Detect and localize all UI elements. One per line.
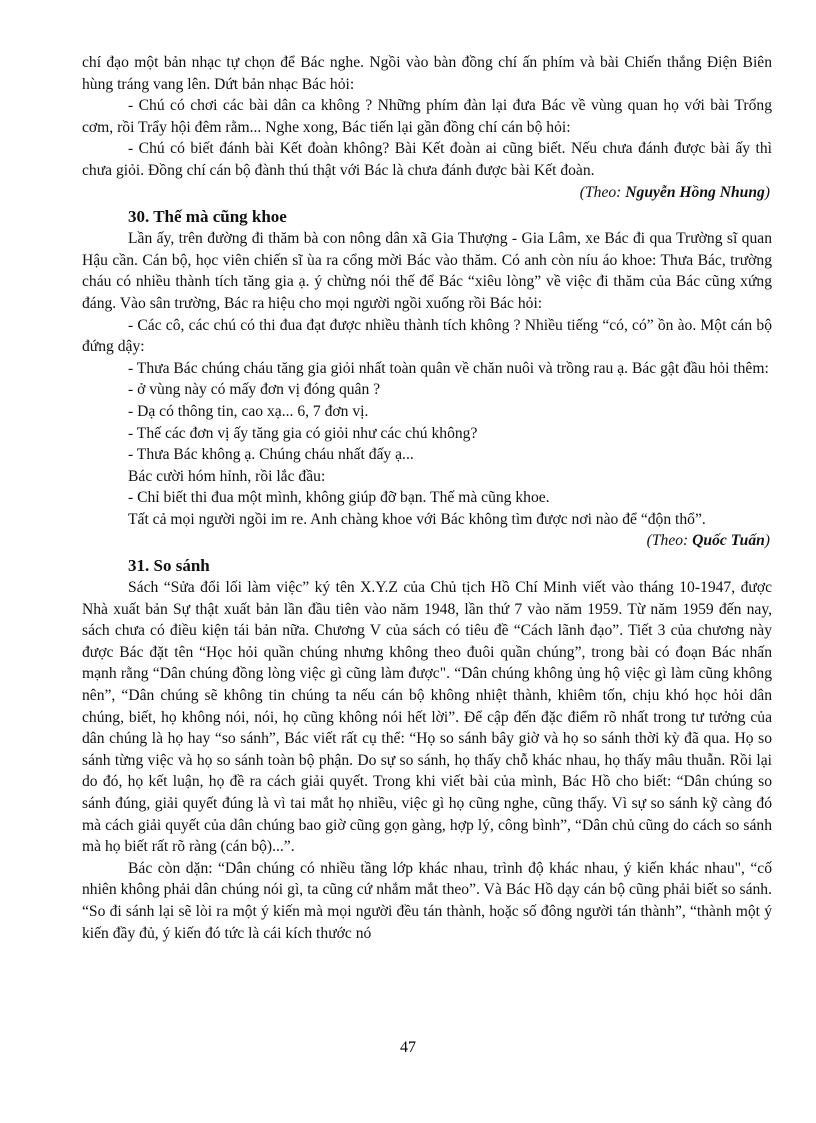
dialogue-line: - Chỉ biết thi đua một mình, không giúp đỡ bạn. Thế mà cũng khoe. (128, 489, 550, 507)
dialogue-line: Bác cười hóm hỉnh, rồi lắc đầu: (128, 467, 326, 485)
source-author: Quốc Tuấn (692, 532, 765, 550)
paragraph: - Chú có biết đánh bài Kết đoàn không? Bài Kết đoàn ai cũng biết. Nếu chưa đánh được bài ấy thì chưa giỏi. Đồng chí cán bộ đành thú thật với Bác là chưa đánh được bài Kết đoàn. (82, 140, 772, 179)
paragraph: Bác còn dặn: “Dân chúng có nhiều tầng lớp khác nhau, trình độ khác nhau, ý kiến khác nhau", “cố nhiên không phải dân chúng nói gì, ta cũng cứ nhắm mắt theo”. Và Bác Hồ dạy cán bộ cũng phải biết so sánh. “So đi sánh lại sẽ lòi ra một ý kiến mà mọi người đều tán thành, hoặc số đông người tán thành”, “thành một ý kiến đầy đủ, ý kiến đó tức là cái kích thước nó (82, 859, 772, 942)
paragraph: Sách “Sửa đổi lối làm việc” ký tên X.Y.Z của Chủ tịch Hồ Chí Minh viết vào tháng 10-1947, được Nhà xuất bản Sự thật xuất bản lần đầu tiên vào năm 1948, lần thứ 7 vào năm 1959. Từ năm 1959 đến nay, sách chưa có điều kiện tái bản nữa. Chương V của sách có tiêu đề “Cách lãnh đạo”. Tiết 3 của chương này được Bác đặt tên “Học hỏi quần chúng nhưng không theo đuôi quần chúng”, trong bài có đoạn Bác nhấn mạnh rằng “Dân chúng đồng lòng việc gì cũng làm được". “Dân chúng không ủng hộ việc gì làm cũng không nên”, “Dân chúng sẽ không tin chúng ta nếu cán bộ không nhiệt thành, khiêm tốn, chịu khó học hỏi dân chúng, biết, họ không nói, nói, họ cũng không nói hết lời”. Để cập đến đặc điểm rõ nhất trong tư tưởng của dân chúng là họ hay “so sánh”, Bác viết rất cụ thể: “Họ so sánh bây giờ và họ so sánh thời kỳ đã qua. Họ so sánh từng việc và họ so sánh toàn bộ phận. Do sự so sánh, họ thấy chỗ khác nhau, họ thấy mâu thuẫn. Rồi lại do đó, họ kết luận, họ đề ra cách giải quyết. Trong khi viết bài của mình, Bác Hồ cho biết: “Dân chúng so sánh đúng, giải quyết đúng là vì tai mắt họ nhiều, việc gì họ cũng nghe, cũng thấy. Vì sự so sánh kỹ càng đó mà cách giải quyết của dân chúng bao giờ cũng gọn gàng, hợp lý, công bình”, “Dân chủ cũng do cách so sánh mà họ biết rất rõ ràng (cán bộ)...”. (82, 579, 772, 856)
document-page (82, 52, 772, 944)
paragraph: - Thưa Bác chúng cháu tăng gia giỏi nhất toàn quân về chăn nuôi và trồng rau ạ. Bác gật đầu hỏi thêm: (128, 359, 769, 377)
source-citation: (Theo: Nguyễn Hồng Nhung) (579, 183, 770, 201)
page-number: 47 (400, 1039, 416, 1056)
paragraph: - Các cô, các chú có thi đua đạt được nhiều thành tích không ? Nhiều tiếng “có, có” ồn ào. Một cán bộ đứng dậy: (82, 316, 772, 356)
dialogue-line: - Thưa Bác không ạ. Chúng cháu nhất đấy ạ... (128, 446, 414, 464)
section-heading: 31. So sánh (128, 556, 210, 576)
paragraph: - Chú có chơi các bài dân ca không ? Những phím đàn lại đưa Bác về vùng quan họ với bài Trống cơm, rồi Trẩy hội đêm rằm... Nghe xong, Bác tiến lại gần đồng chí cán bộ hỏi: (82, 97, 772, 136)
source-citation: (Theo: Quốc Tuấn) (646, 532, 770, 550)
section-heading: 30. Thế mà cũng khoe (128, 207, 287, 227)
dialogue-line: - Dạ có thông tin, cao xạ... 6, 7 đơn vị. (128, 402, 369, 420)
paragraph: Tất cả mọi người ngồi im re. Anh chàng khoe với Bác không tìm được nơi nào để “độn thổ”. (128, 510, 706, 528)
source-author: Nguyễn Hồng Nhung (625, 183, 765, 201)
paragraph: chí đạo một bản nhạc tự chọn để Bác nghe. Ngồi vào bàn đồng chí ấn phím và bài Chiến thắng Điện Biên hùng tráng vang lên. Dứt bản nhạc Bác hỏi: (82, 54, 772, 93)
dialogue-line: - ở vùng này có mấy đơn vị đóng quân ? (128, 381, 381, 399)
dialogue-line: - Thế các đơn vị ấy tăng gia có giỏi như các chú không? (128, 424, 478, 442)
paragraph: Lần ấy, trên đường đi thăm bà con nông dân xã Gia Thượng - Gia Lâm, xe Bác đi qua Trường sĩ quan Hậu cần. Cán bộ, học viên chiến sĩ ùa ra cổng mời Bác vào thăm. Có anh còn níu áo khoe: Thưa Bác, trường cháu có nhiều thành tích tăng gia ạ. ý chừng nói thế để Bác “xiêu lòng” về việc đi thăm của Bác cũng xứng đáng. Vào sân trường, Bác ra hiệu cho mọi người ngồi xuống rồi Bác hỏi: (82, 230, 772, 312)
